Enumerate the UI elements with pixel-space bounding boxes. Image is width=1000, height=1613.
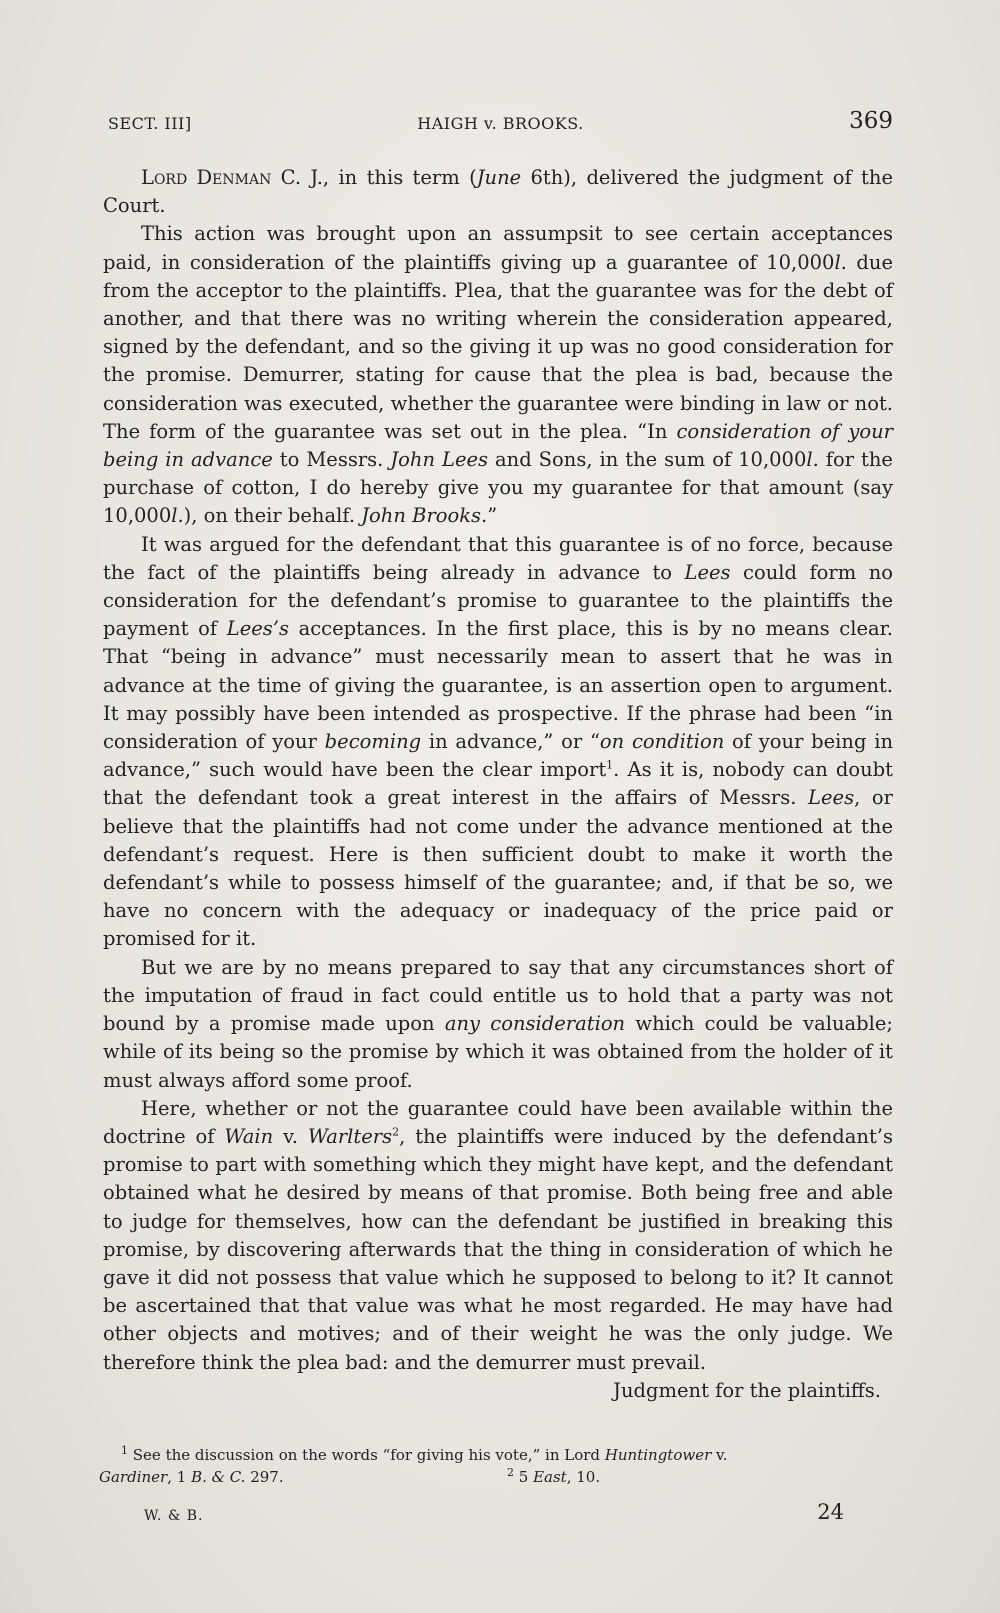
italic-run: Wain <box>224 1124 274 1148</box>
running-header <box>108 108 893 142</box>
small-caps-run: Lord Denman <box>141 166 272 189</box>
judgment-text <box>103 164 893 1405</box>
italic-run: Gardiner <box>99 1468 168 1486</box>
footnote-ref: 1 <box>121 1444 128 1457</box>
printer-signature: W. & B. <box>144 1508 204 1524</box>
italic-run: becoming <box>324 730 422 754</box>
italic-run: l. <box>171 504 184 528</box>
italic-run: Huntingtower <box>604 1446 712 1464</box>
paragraph: It was argued for the defendant that this guarantee is of no force, because the fact of the plaintiffs being already in advance to Lees could form no consideration for the defendant’s promise to guarantee to the plaintiffs the payment of Lees’s acceptances. In the first place, this is by no means clear. That “being in advance” must necessarily mean to assert that he was in advance at the time of giving the guarantee, is an assertion open to argument. It may possibly have been intended as prospective. If the phrase had been “in consideration of your becoming in advance,” or “on condition of your being in advance,” such would have been the clear import$^1$. As it is, nobody can doubt that the defendant took a great interest in the affairs of Messrs. Lees, or believe that the plaintiffs had not come under the advance mentioned at the defendant’s request. Here is then sufficient doubt to make it worth the defendant’s while to possess himself of the guarantee; and, if that be so, we have no concern with the adequacy or inadequacy of the price paid or promised for it. <box>103 532 894 951</box>
paragraph: Here, whether or not the guarantee could have been available within the doctrine of Wain v. Warlters$^2$, the plaintiffs were induced by the defendant’s promise to part with something which they might have kept, and the defendant obtained what he desired by means of that promise. Both being free and able to judge for themselves, how can the defendant be justified in breaking this promise, by discovering afterwards that the thing in consideration of which he gave it did not possess that value which he supposed to belong to it? It cannot be ascertained that that value was what he most regarded. He may have had other objects and motives; and of their weight he was the only judge. We therefore think the plea bad: and the demurrer must prevail. <box>103 1096 893 1374</box>
italic-run: Lees’s <box>226 617 290 641</box>
italic-run: East <box>533 1468 567 1486</box>
footnote-ref: 2 <box>392 1125 400 1139</box>
footnotes <box>99 1444 889 1488</box>
italic-run: B. & C. <box>191 1468 246 1486</box>
italic-run: l. <box>834 250 847 274</box>
footnote-ref: 2 <box>507 1466 514 1479</box>
running-title: HAIGH v. BROOKS. <box>417 114 584 133</box>
italic-run: consideration of your being in advance <box>103 419 893 472</box>
italic-run: John Lees <box>390 448 489 472</box>
italic-run: Warlters <box>307 1124 393 1148</box>
paragraph: Lord Denman C. J., in this term (June 6th), delivered the judgment of the Court. <box>103 166 893 218</box>
italic-run: Lees <box>684 560 731 584</box>
italic-run: l. <box>806 448 819 472</box>
italic-run: June <box>476 166 522 189</box>
judgment-line: Judgment for the plaintiffs. <box>613 1378 881 1402</box>
page-number: 369 <box>849 108 893 134</box>
signature-number: 24 <box>817 1500 844 1524</box>
italic-run: John Brooks. <box>361 504 488 528</box>
section-marker: SECT. III] <box>108 114 192 133</box>
footnote-1-citation: Gardiner, 1 B. & C. 297. <box>99 1468 284 1486</box>
italic-run: on condition <box>599 730 725 754</box>
footnote-1: $^1$ See the discussion on the words “for giving his vote,” in Lord Huntingtower v. <box>121 1444 728 1464</box>
italic-run: any consideration <box>444 1012 626 1036</box>
paragraph: This action was brought upon an assumpsit to see certain acceptances paid, in consideration of the plaintiffs giving up a guarantee of 10,000l. due from the acceptor to the plaintiffs. Plea, that the guarantee was for the debt of another, and that there was no writing wherein the consideration appeared, signed by the defendant, and so the giving it up was no good consideration for the promise. Demurrer, stating for cause that the plea is bad, because the consideration was executed, whether the guarantee were binding in law or not. The form of the guarantee was set out in the plea. “In consideration of your being in advance to Messrs. John Lees and Sons, in the sum of 10,000l. for the purchase of cotton, I do hereby give you my guarantee for that amount (say 10,000l.), on their behalf. John Brooks.” <box>103 222 893 528</box>
italic-run: Lees <box>808 786 855 810</box>
paragraph: But we are by no means prepared to say that any circumstances short of the imputation of fraud in fact could entitle us to hold that a party was not bound by a promise made upon any consideration which could be valuable; while of its being so the promise by which it was obtained from the holder of it must always afford some proof. <box>103 955 894 1092</box>
footnote-2: $^2$ 5 East, 10. <box>507 1466 601 1486</box>
footnote-row <box>99 1466 889 1488</box>
page-footer <box>144 1500 844 1530</box>
footnote-ref: 1 <box>606 758 614 772</box>
